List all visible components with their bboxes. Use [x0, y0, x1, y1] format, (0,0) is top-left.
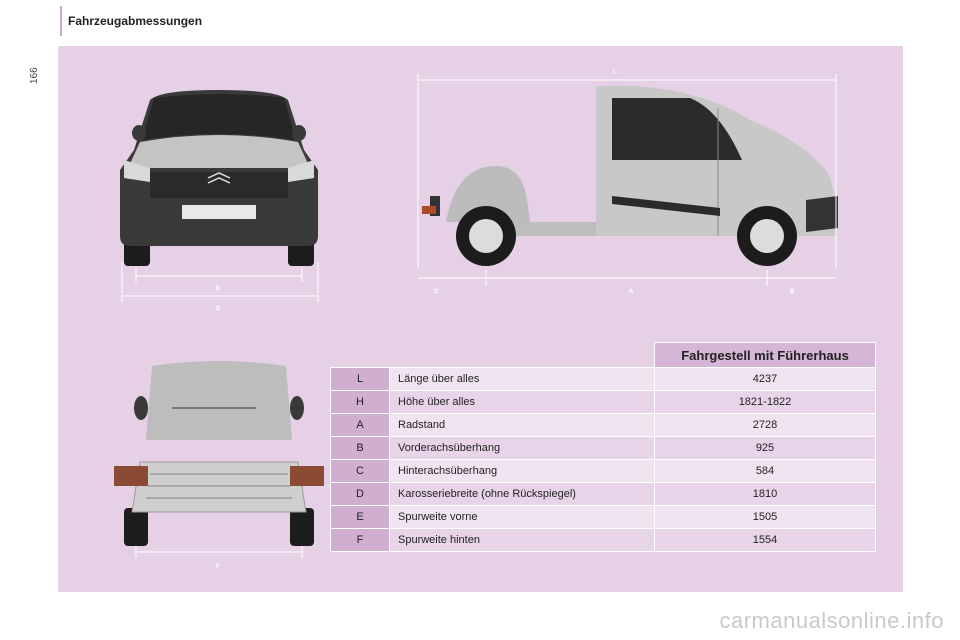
row-code: C: [331, 460, 390, 483]
row-label: Radstand: [390, 414, 655, 437]
page-title: Fahrzeugabmessungen: [68, 14, 203, 28]
dim-label-l: L: [613, 70, 617, 76]
table-row: [331, 437, 876, 460]
side-view-illustration: [418, 74, 838, 286]
row-label: Höhe über alles: [390, 391, 655, 414]
table-row: [331, 529, 876, 552]
row-label: Länge über alles: [390, 368, 655, 391]
table-row: [331, 460, 876, 483]
table-row: [331, 506, 876, 529]
row-value: 925: [655, 437, 876, 460]
table-row: [331, 391, 876, 414]
row-code: H: [331, 391, 390, 414]
row-value: 1810: [655, 483, 876, 506]
row-code: E: [331, 506, 390, 529]
row-value: 1505: [655, 506, 876, 529]
row-label: Spurweite hinten: [390, 529, 655, 552]
table-header-blank: [331, 343, 655, 368]
row-code: A: [331, 414, 390, 437]
front-view-illustration: [120, 90, 318, 302]
dim-label-a: A: [629, 289, 634, 295]
table-header: Fahrgestell mit Führerhaus: [655, 343, 876, 368]
row-label: Vorderachsüberhang: [390, 437, 655, 460]
watermark: carmanualsonline.info: [719, 608, 944, 633]
dim-label-d: D: [216, 306, 221, 312]
table-row: [331, 368, 876, 391]
row-label: Karosseriebreite (ohne Rückspiegel): [390, 483, 655, 506]
dim-label-c: C: [434, 289, 439, 295]
table-row: [331, 414, 876, 437]
row-value: 1554: [655, 529, 876, 552]
row-code: B: [331, 437, 390, 460]
row-value: 584: [655, 460, 876, 483]
row-code: D: [331, 483, 390, 506]
rear-view-illustration: [114, 361, 324, 558]
row-label: Hinterachsüberhang: [390, 460, 655, 483]
table-row: [331, 483, 876, 506]
table-header-row: [331, 343, 876, 368]
dim-label-f: F: [216, 564, 220, 570]
dimensions-table: [330, 342, 876, 552]
row-value: 2728: [655, 414, 876, 437]
dim-label-b: B: [790, 289, 795, 295]
row-value: 4237: [655, 368, 876, 391]
row-value: 1821-1822: [655, 391, 876, 414]
row-code: L: [331, 368, 390, 391]
row-code: F: [331, 529, 390, 552]
row-label: Spurweite vorne: [390, 506, 655, 529]
page-number: 166: [29, 67, 40, 84]
dim-label-e: E: [216, 286, 221, 292]
